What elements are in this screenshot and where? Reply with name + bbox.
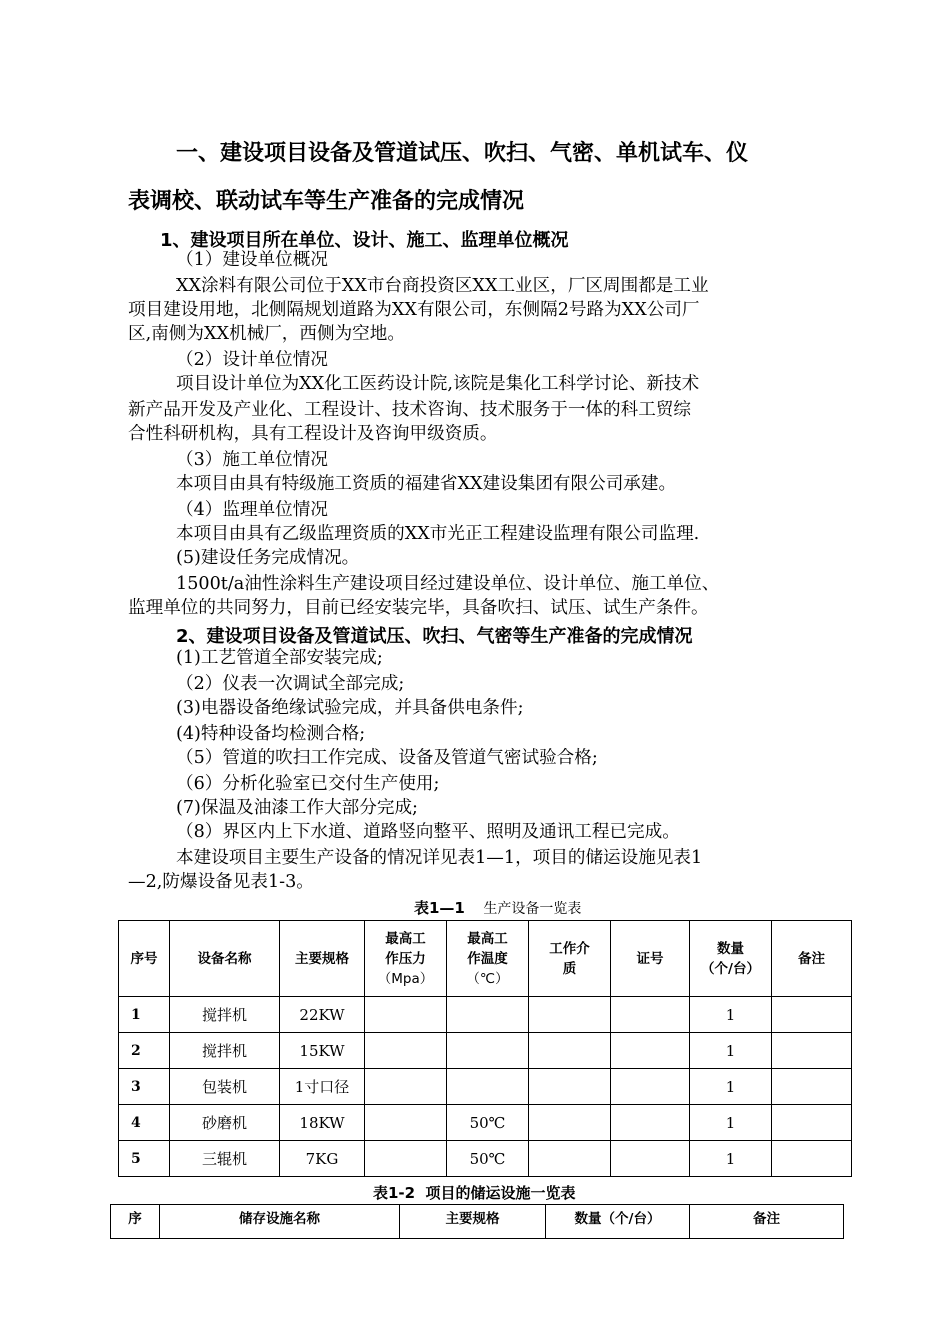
table1-cell: 5 [119,1141,170,1177]
sub4-title: （4）监理单位情况 [176,500,328,520]
table1-cell [447,997,529,1033]
table1-cell [611,1069,690,1105]
table1-header-text: 最高工 [385,930,426,947]
table1-header-row [119,921,852,997]
table2-header-cell: 序 [111,1205,160,1239]
table1-header-cell [170,921,280,997]
table1-cell [447,1069,529,1105]
table1-caption [414,897,581,918]
table-row [119,1069,852,1105]
table1-header-text: 序号 [130,950,158,967]
table1-header-cell [611,921,690,997]
table1-cell [611,1105,690,1141]
section2-item: （6）分析化验室已交付生产使用; [176,774,440,794]
table1-header-text: 作压力 [385,950,426,967]
sub2-title: （2）设计单位情况 [176,350,328,370]
table1-cell [365,1105,447,1141]
table2-header-cell: 备注 [690,1205,844,1239]
table1-header-text: 作温度 [467,950,508,967]
table1-cell [772,1141,852,1177]
table1-cell: 4 [119,1105,170,1141]
storage-facilities-table [110,1204,844,1239]
table1-header-text: （℃） [466,970,509,987]
table1-header-text: 数量 [717,940,744,957]
heading1-line1: 一、建设项目设备及管道试压、吹扫、气密、单机试车、仪 [176,141,749,166]
table1-header-text: 工作介 [549,940,590,957]
table1-header-text: 最高工 [467,930,508,947]
table1-cell [529,1141,611,1177]
table-row [119,997,852,1033]
sub3-line: 本项目由具有特级施工资质的福建省XX建设集团有限公司承建。 [176,474,677,494]
table2-caption-text: 表1-2 项目的储运设施一览表 [373,1184,576,1202]
table-row [119,1105,852,1141]
table1-cell [772,1105,852,1141]
table1-cell [611,1033,690,1069]
table1-cell: 搅拌机 [170,997,280,1033]
heading1-line2: 表调校、联动试车等生产准备的完成情况 [128,189,525,214]
table-row [119,1033,852,1069]
table1-header-cell [772,921,852,997]
sub1-line: 项目建设用地，北侧隔规划道路为XX有限公司，东侧隔2号路为XX公司厂 [128,300,700,320]
table1-cell: 18KW [280,1105,365,1141]
table1-header-text: 主要规格 [295,950,349,967]
summary-line: 本建设项目主要生产设备的情况详见表1—1，项目的储运设施见表1 [176,848,703,868]
table1-cell: 3 [119,1069,170,1105]
section2-item: (3)电器设备绝缘试验完成，并具备供电条件; [176,698,524,718]
table2-header-row [111,1205,844,1239]
table1-header-text: 备注 [798,950,825,967]
table1-cell [365,1033,447,1069]
table1-cell [529,997,611,1033]
section2-item: （5）管道的吹扫工作完成、设备及管道气密试验合格; [176,748,598,768]
sub5-line: 1500t/a油性涂料生产建设项目经过建设单位、设计单位、施工单位、 [176,574,720,594]
sub1-title: （1）建设单位概况 [176,250,328,270]
table1-header-cell [119,921,170,997]
table1-header-cell [280,921,365,997]
sub1-line: 区,南侧为XX机械厂，西侧为空地。 [128,324,405,344]
table1-header-cell [365,921,447,997]
table1-cell: 1 [690,1105,772,1141]
table1-header-text: 设备名称 [197,950,252,967]
section2-item: (1)工艺管道全部安装完成; [176,648,383,668]
table1-cell [611,1141,690,1177]
section2-item: （2）仪表一次调试全部完成; [176,674,405,694]
sub5-title: (5)建设任务完成情况。 [176,548,360,568]
table1-header-cell [690,921,772,997]
table2-header-cell: 数量（个/台） [546,1205,690,1239]
table1-cell: 1 [690,1069,772,1105]
table1-cell [529,1105,611,1141]
table1-cell [365,997,447,1033]
table1-cell: 50℃ [447,1141,529,1177]
table1-header-cell [529,921,611,997]
table1-cell: 1 [690,997,772,1033]
table1-cell [772,1069,852,1105]
section2-item: （8）界区内上下水道、道路竖向整平、照明及通讯工程已完成。 [176,822,680,842]
table1-caption-text: 生产设备一览表 [483,901,582,917]
section1-title: 1、建设项目所在单位、设计、施工、监理单位概况 [160,230,569,251]
sub2-line: 新产品开发及产业化、工程设计、技术咨询、技术服务于一体的科工贸综 [128,400,692,420]
sub2-line: 项目设计单位为XX化工医药设计院,该院是集化工科学讨论、新技术 [176,374,700,394]
table1-cell: 7KG [280,1141,365,1177]
table1-cell [611,997,690,1033]
table1-cell: 22KW [280,997,365,1033]
table1-cell: 砂磨机 [170,1105,280,1141]
table1-cell: 包装机 [170,1069,280,1105]
table1-cell: 1寸口径 [280,1069,365,1105]
table1-cell: 2 [119,1033,170,1069]
table1-cell [447,1033,529,1069]
table1-cell: 搅拌机 [170,1033,280,1069]
table1-cell [529,1069,611,1105]
section2-item: (7)保温及油漆工作大部分完成; [176,798,418,818]
table1-cell [772,1033,852,1069]
sub5-line: 监理单位的共同努力，目前已经安装完毕，具备吹扫、试压、试生产条件。 [128,598,709,618]
sub4-line: 本项目由具有乙级监理资质的XX市光正工程建设监理有限公司监理. [176,524,700,544]
table1-cell: 三辊机 [170,1141,280,1177]
section2-title: 2、建设项目设备及管道试压、吹扫、气密等生产准备的完成情况 [176,626,693,647]
table1-cell: 50℃ [447,1105,529,1141]
table1-cell: 15KW [280,1033,365,1069]
table2-caption [373,1182,576,1203]
sub3-title: （3）施工单位情况 [176,450,328,470]
table1-caption-number: 表1—1 [414,899,465,917]
table1-header-text: （Mpa） [377,970,434,987]
table1-cell: 1 [690,1141,772,1177]
table1-cell [365,1069,447,1105]
table2-header-cell: 主要规格 [400,1205,546,1239]
table1-header-text: （个/台） [701,960,760,977]
table1-cell: 1 [119,997,170,1033]
table1-cell: 1 [690,1033,772,1069]
sub2-line: 合性科研机构，具有工程设计及咨询甲级资质。 [128,424,498,444]
table1-cell [365,1141,447,1177]
sub1-line: XX涂料有限公司位于XX市台商投资区XX工业区，厂区周围都是工业 [176,276,709,296]
table1-header-text: 质 [562,960,577,977]
table1-cell [529,1033,611,1069]
table1-header-cell [447,921,529,997]
table1-header-text: 证号 [636,950,664,967]
table1-cell [772,997,852,1033]
production-equipment-table [118,920,852,1177]
table2-header-cell: 储存设施名称 [160,1205,400,1239]
table-row [119,1141,852,1177]
summary-line: —2,防爆设备见表1-3。 [128,872,314,892]
section2-item: (4)特种设备均检测合格; [176,724,366,744]
